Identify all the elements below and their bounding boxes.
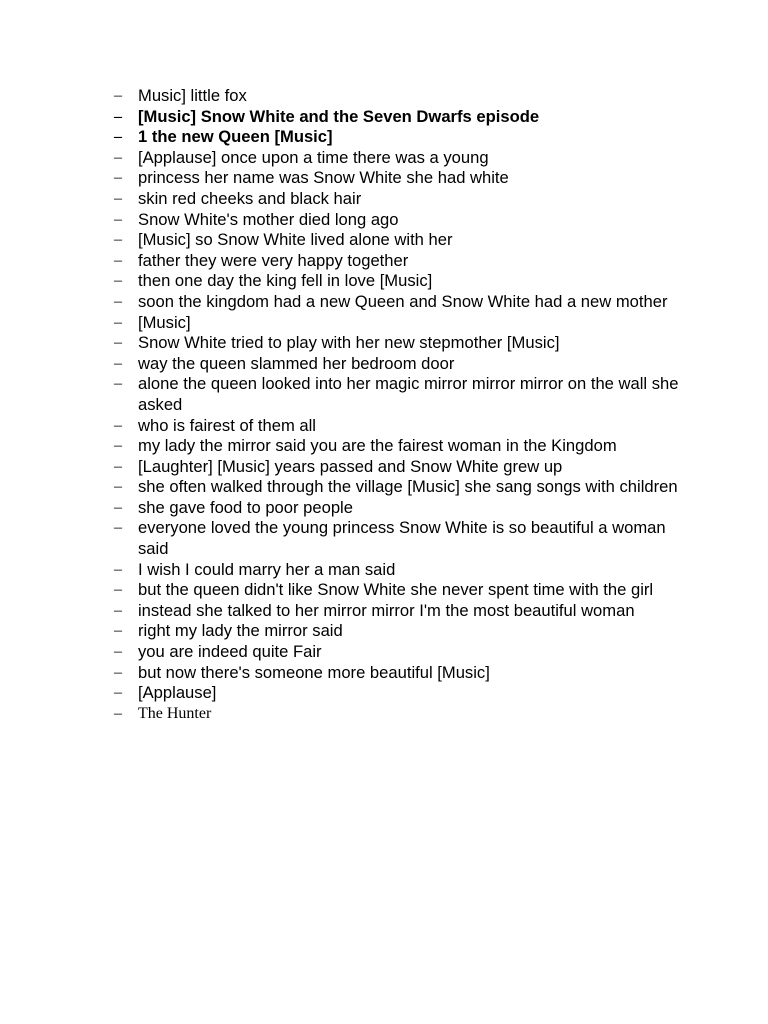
transcript-line <box>114 210 684 231</box>
dash-bullet: – <box>114 684 122 702</box>
transcript-line-text: alone the queen looked into her magic mirror mirror mirror on the wall she asked <box>138 374 679 414</box>
transcript-line-text: Snow White tried to play with her new stepmother [Music] <box>138 333 560 353</box>
dash-bullet: – <box>114 292 122 310</box>
dash-bullet: – <box>114 189 122 207</box>
transcript-line <box>114 354 684 375</box>
dash-bullet: – <box>114 128 122 146</box>
transcript-line <box>114 560 684 581</box>
transcript-line <box>114 621 684 642</box>
transcript-line-text: my lady the mirror said you are the fairest woman in the Kingdom <box>138 436 617 456</box>
transcript-line-text: you are indeed quite Fair <box>138 642 322 662</box>
transcript-line <box>114 518 684 559</box>
dash-bullet: – <box>114 457 122 475</box>
dash-bullet: – <box>114 601 122 619</box>
transcript-line <box>114 374 684 415</box>
dash-bullet: – <box>114 251 122 269</box>
transcript-line-text: Snow White's mother died long ago <box>138 209 399 229</box>
dash-bullet: – <box>114 643 122 661</box>
transcript-line-text: she often walked through the village [Music] she sang songs with children <box>138 477 678 497</box>
transcript-line-text: [Music] <box>138 312 191 332</box>
transcript-line <box>114 107 684 128</box>
dash-bullet: – <box>114 334 122 352</box>
transcript-line-text: instead she talked to her mirror mirror I'm the most beautiful woman <box>138 600 635 620</box>
dash-bullet: – <box>114 437 122 455</box>
transcript-line <box>114 251 684 272</box>
transcript-line-text: The Hunter <box>138 704 212 722</box>
transcript-line-text: but the queen didn't like Snow White she never spent time with the girl <box>138 580 654 600</box>
transcript-line-text: then one day the king fell in love [Music] <box>138 271 433 291</box>
transcript-line <box>114 457 684 478</box>
transcript-line-text: right my lady the mirror said <box>138 621 343 641</box>
dash-bullet: – <box>114 478 122 496</box>
transcript-line <box>114 642 684 663</box>
transcript-line-text: [Music] so Snow White lived alone with her <box>138 230 453 250</box>
transcript-line-text: princess her name was Snow White she had white <box>138 168 509 188</box>
dash-bullet: – <box>114 416 122 434</box>
dash-bullet: – <box>114 622 122 640</box>
transcript-line-text: who is fairest of them all <box>138 415 316 435</box>
dash-bullet: – <box>114 107 122 125</box>
transcript-line-text: soon the kingdom had a new Queen and Snow White had a new mother <box>138 291 668 311</box>
transcript-line-text: skin red cheeks and black hair <box>138 188 362 208</box>
transcript-line <box>114 313 684 334</box>
dash-bullet: – <box>114 354 122 372</box>
transcript-line-text: 1 the new Queen [Music] <box>138 127 333 147</box>
transcript-line-text: Music] little fox <box>138 86 247 105</box>
dash-bullet: – <box>114 375 122 393</box>
transcript-line <box>114 663 684 684</box>
transcript-line <box>114 86 684 107</box>
transcript-line-text: [Music] Snow White and the Seven Dwarfs episode <box>138 106 540 126</box>
transcript-line <box>114 292 684 313</box>
transcript-line <box>114 498 684 519</box>
transcript-line <box>114 704 684 725</box>
dash-bullet: – <box>114 148 122 166</box>
dash-bullet: – <box>114 272 122 290</box>
transcript-line <box>114 416 684 437</box>
transcript-line <box>114 230 684 251</box>
transcript-line-text: I wish I could marry her a man said <box>138 559 396 579</box>
transcript-line-text: father they were very happy together <box>138 250 409 270</box>
transcript-line <box>114 477 684 498</box>
dash-bullet: – <box>114 519 122 537</box>
transcript-line <box>114 601 684 622</box>
dash-bullet: – <box>114 704 122 722</box>
transcript-line-text: everyone loved the young princess Snow White is so beautiful a woman said <box>138 518 666 559</box>
transcript-line <box>114 271 684 292</box>
dash-bullet: – <box>114 663 122 681</box>
transcript-line-text: she gave food to poor people <box>138 497 353 517</box>
transcript-line-text: [Laughter] [Music] years passed and Snow White grew up <box>138 456 563 476</box>
transcript-line <box>114 683 684 704</box>
transcript-line-text: way the queen slammed her bedroom door <box>138 353 455 373</box>
transcript-line <box>114 189 684 210</box>
transcript-line <box>114 436 684 457</box>
dash-bullet: – <box>114 210 122 228</box>
transcript-line-text: [Applause] <box>138 683 217 703</box>
transcript-line <box>114 148 684 169</box>
transcript-line <box>114 127 684 148</box>
transcript-line <box>114 580 684 601</box>
dash-bullet: – <box>114 581 122 599</box>
transcript-line <box>114 168 684 189</box>
transcript-list <box>114 86 684 724</box>
transcript-line-text: [Applause] once upon a time there was a young <box>138 147 489 167</box>
dash-bullet: – <box>114 87 122 104</box>
dash-bullet: – <box>114 313 122 331</box>
dash-bullet: – <box>114 231 122 249</box>
transcript-line <box>114 333 684 354</box>
dash-bullet: – <box>114 169 122 187</box>
dash-bullet: – <box>114 498 122 516</box>
dash-bullet: – <box>114 560 122 578</box>
transcript-line-text: but now there's someone more beautiful [Music] <box>138 662 490 682</box>
